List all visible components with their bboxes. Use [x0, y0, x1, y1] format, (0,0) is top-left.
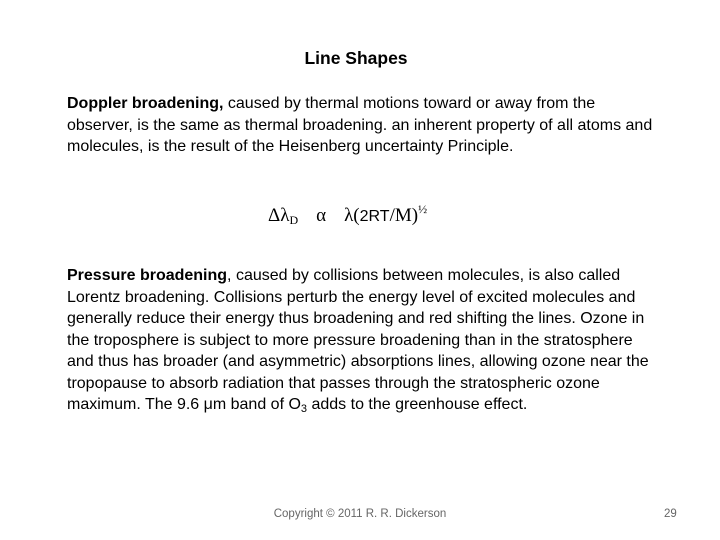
formula-rhs-exponent: ½ [418, 202, 428, 216]
formula-relation: α [316, 205, 327, 226]
doppler-formula [268, 202, 427, 228]
doppler-term: Doppler broadening, [67, 95, 224, 112]
formula-lhs-subscript: D [289, 213, 299, 227]
formula-rhs-lambda: λ( [344, 205, 360, 226]
pressure-text: , caused by collisions between molecules, is also called Lorentz broadening. Collisions perturb the energy level of excited molecules and generally reduce their energy thus broadening and red shifting the lines. Ozone in the troposphere is subject to more pressure broadening than in the stratosphere and thus has broader (and asymmetric) absorptions lines, allowing ozone near the tropopause to absorb radiation that passes through the stratospheric ozone maximum. The 9.6 [67, 267, 649, 413]
slide-title: Line Shapes [304, 48, 408, 68]
doppler-paragraph [67, 93, 657, 158]
pressure-term: Pressure broadening [67, 267, 228, 284]
page-number: 29 [664, 508, 677, 520]
pressure-unit: μm band of O [203, 396, 301, 413]
pressure-unit-subscript: 3 [300, 403, 308, 415]
copyright-footer: Copyright © 2011 R. R. Dickerson [273, 508, 447, 520]
formula-lhs: Δλ [268, 205, 290, 226]
pressure-paragraph [67, 265, 657, 421]
pressure-tail: adds to the greenhouse effect. [307, 396, 528, 413]
formula-rhs-rest: /M) [389, 205, 419, 226]
formula-rhs-rt: 2RT [359, 208, 390, 225]
doppler-text: caused by thermal motions toward or away from the observer, is the same as thermal broadening. an inherent property of all atoms and molecules, is the result of the Heisenberg uncertainty Principle. [67, 95, 653, 155]
